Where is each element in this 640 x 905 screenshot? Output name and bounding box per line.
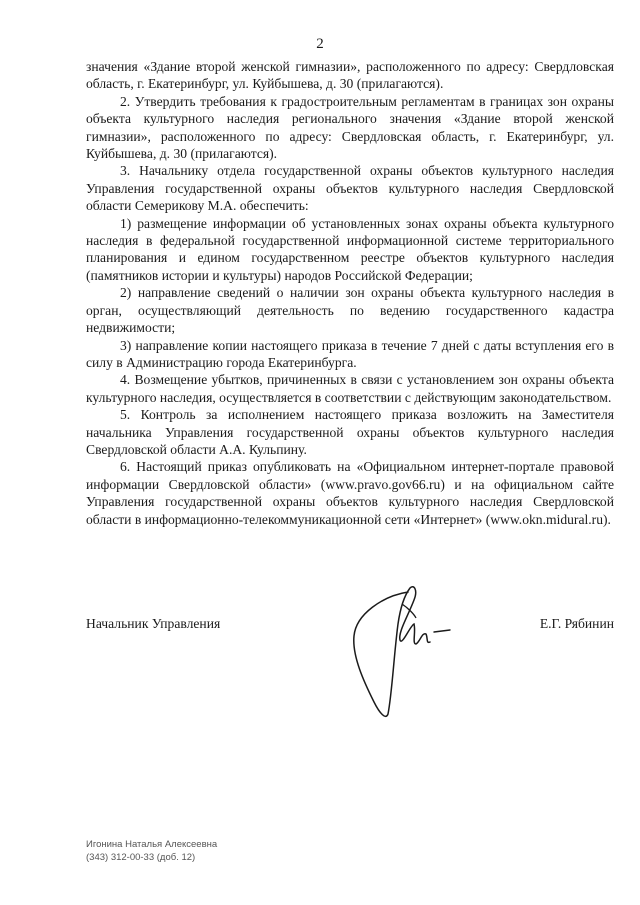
handwritten-signature bbox=[338, 574, 478, 724]
page-number: 2 bbox=[316, 36, 324, 52]
paragraph-item-3: 3. Начальнику отдела государственной охраны объектов культурного наследия Управления государственной охраны объектов культурного наследия Свердловской области Семерикову М.А. обеспечить: bbox=[86, 163, 614, 214]
paragraph-item-4: 4. Возмещение убытков, причиненных в связи с установлением зон охраны объекта культурного наследия, осуществляется в соответствии с действующим законодательством. bbox=[86, 372, 614, 405]
executor-block bbox=[86, 838, 217, 864]
paragraph-item-5: 5. Контроль за исполнением настоящего приказа возложить на Заместителя начальника Управления государственной охраны объектов культурного наследия Свердловской области А.А. Кульпину. bbox=[86, 407, 614, 457]
document-body bbox=[86, 58, 614, 528]
paragraph-continuation: значения «Здание второй женской гимназии», расположенного по адресу: Свердловская область, г. Екатеринбург, ул. Куйбышева, д. 30 (прилагаются). bbox=[86, 59, 614, 92]
executor-phone: (343) 312-00-33 (доб. 12) bbox=[86, 852, 196, 863]
signatory-position: Начальник Управления bbox=[86, 616, 221, 631]
paragraph-subitem-1: 1) размещение информации об установленных зонах охраны объекта культурного наследия в федеральной государственной информационной системе территориального планирования и едином государственном реестре объектов культурного наследия (памятников истории и культуры) народов Российской Федерации; bbox=[86, 215, 614, 283]
paragraph-item-2: 2. Утвердить требования к градостроительным регламентам в границах зон охраны объекта культурного наследия регионального значения «Здание второй женской гимназии», расположенного по адресу: Свердловская область, г. Екатеринбург, ул. Куйбышева, д. 30 (прилагаются). bbox=[86, 93, 614, 162]
paragraph-subitem-3: 3) направление копии настоящего приказа в течение 7 дней с даты вступления его в силу в Администрацию города Екатеринбурга. bbox=[86, 337, 614, 370]
signatory-name: Е.Г. Рябинин bbox=[539, 616, 614, 631]
paragraph-subitem-2: 2) направление сведений о наличии зон охраны объекта культурного наследия в орган, осуществляющий деятельность по ведению государственного кадастра недвижимости; bbox=[86, 285, 614, 336]
executor-name: Игонина Наталья Алексеевна bbox=[86, 839, 218, 850]
paragraph-item-6: 6. Настоящий приказ опубликовать на «Официальном интернет-портале правовой информации Свердловской области» (www.pravo.gov66.ru) и на официальном сайте Управления государственной охраны объектов культурного наследия Свердловской области в информационно-телекоммуникационной сети «Интернет» (www.okn.midural.ru). bbox=[86, 459, 614, 527]
